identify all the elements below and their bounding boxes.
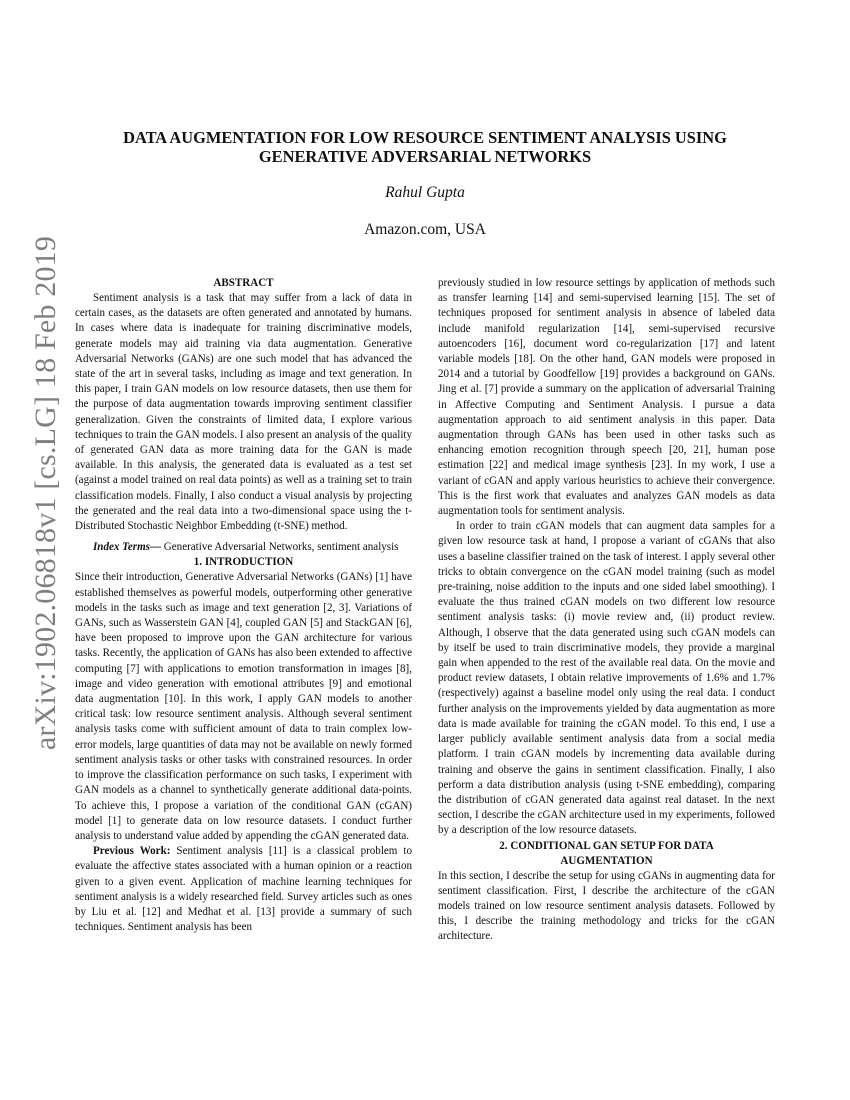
intro-paragraph-2: In order to train cGAN models that can augment data samples for a given low resource task at hand, I propose a variant of cGANs that also uses a baseline classifier trained on the task of interest. I apply several other tricks to obtain convergence on the cGAN model training (such as model pre-training, noise addition to the inputs and one sided label smoothing). I evaluate the thus trained cGAN models on two different low resource sentiment analysis tasks: (i) movie review and, (ii) product review. Although, I observe that the data generated using such cGAN models can by itself be used to train discriminative models, they provide a marginal gain when appended to the rest of the available real data. On the movie and product review datasets, I obtain relative improvements of 1.6% and 1.7% (respectively) against a baseline model only using the real data. I conduct further analysis on the improvements yielded by data augmentation as more data is made available for training the cGAN model. To this end, I use a larger publicly available sentiment analysis data from a social media platform. I train cGAN models by incrementing data available during training and observe the gains in sentiment classification. Finally, I also perform a data distribution analysis (using t-SNE embedding), comparing the distribution of cGAN generated data against real dataset. In the next section, I describe the cGAN architecture used in my experiments, followed by a description of the low resource datasets. (438, 520, 775, 837)
intro-heading: 1. INTRODUCTION (193, 556, 294, 569)
section-2-heading (438, 839, 775, 869)
previous-work-label: Previous Work: (93, 845, 171, 858)
abstract-heading: ABSTRACT (213, 277, 274, 289)
arxiv-stamp (20, 235, 72, 750)
right-column (438, 276, 775, 945)
section-2-paragraph: In this section, I describe the setup for using cGANs in augmenting data for sentiment classification. First, I describe the architecture of the cGAN models trained on low resource sentiment analysis datasets. Followed by this, I describe the training methodology and tricks for the cGAN architecture. (438, 869, 775, 943)
previous-work-text: Sentiment analysis [11] is a classical problem to evaluate the affective states associated with a human opinion or a reaction given to a given event. Application of machine learning techniques for sentiment analysis is a widely researched field. Survey articles such as ones by Liu et al. [12] and Medhat et al. [13] provide a summary of such techniques. Sentiment analysis has been (75, 845, 412, 934)
author-name: Rahul Gupta (385, 184, 465, 201)
intro-paragraph-continued: previously studied in low resource settings by application of methods such as transfer learning [14] and semi-supervised learning [15]. The set of techniques proposed for sentiment analysis in absence of labeled data include manifold regularization [14], semi-supervised recursive autoencoders [16], document word co-regularization [17] and latent variable models [18]. On the other hand, GAN models were proposed in 2014 and a tutorial by Goodfellow [19] provides a background on GANs. Jing et al. [7] provide a summary on the application of adversarial Training in Affective Computing and Sentiment Analysis. I pursue a data augmentation approach to aid sentiment analysis in this paper. Data augmentation through GANs has been used in other tasks such as enhancing emotion recognition through speech [20, 21], human pose estimation [22] and medical image synthesis [23]. In my work, I use a variant of cGAN and apply various heuristics to achieve their convergence. This is the first work that evaluates and analyzes GAN models as data augmentation tools for sentiment analysis. (438, 277, 775, 518)
paper-title: DATA AUGMENTATION FOR LOW RESOURCE SENTIMENT ANALYSIS USING GENERATIVE ADVERSARIAL NETWORKS (123, 128, 727, 166)
author-affiliation: Amazon.com, USA (364, 221, 486, 238)
intro-paragraph-1: Since their introduction, Generative Adversarial Networks (GANs) [1] have established themselves as powerful models, outperforming other generative models in the tasks such as image and text generation [2, 3]. Variations of GANs, such as Wasserstein GAN [4], coupled GAN [5] and StackGAN [6], have been proposed to improve upon the GAN architecture for various tasks. Recently, the application of GANs has also been extended to affective computing [7] with applications to emotion transformation in images [8], image and video generation with emotional attributes [9] and emotional data augmentation [10]. In this work, I apply GAN models to another critical task: low resource sentiment analysis. Although several sentiment analysis tasks come with sufficient amount of data to train complex low-error models, large quantities of data may not be available on newly formed sentiment analysis tasks or other tasks with constrained resources. In order to improve the classification performance on such tasks, I experiment with GAN models as a channel to synthetically generate additional data-points. To achieve this, I propose a variation of the conditional GAN (cGAN) model [1] to generate data on low resource datasets. I conduct further analysis to understand value added by appending the cGAN generated data. (75, 571, 412, 842)
left-column (75, 276, 412, 935)
section-2-heading-line2: AUGMENTATION (560, 854, 653, 867)
abstract-text: Sentiment analysis is a task that may suffer from a lack of data in certain cases, as the datasets are often generated and annotated by humans. In cases where data is inadequate for training discriminative models, generate models may aid training via data augmentation. Generative Adversarial Networks (GANs) are one such model that has advanced the state of the art in several tasks, including as image and text generation. In this paper, I train GAN models on low resource datasets, then use them for the purpose of data augmentation towards improving sentiment classifier generalization. Given the constraints of limited data, I explore various techniques to train the GAN models. I also present an analysis of the quality of generated GAN data as more training data for the GAN is made available. In this analysis, the generated data is evaluated as a test set (against a model trained on real data points) as well as a training set to train classification models. Finally, I also conduct a visual analysis by projecting the generated and the real data into a two-dimensional space using the t-Distributed Stochastic Neighbor Embedding (t-SNE) method. (75, 292, 412, 533)
index-terms (75, 540, 412, 555)
previous-work-paragraph (75, 844, 412, 935)
section-2-heading-line1: 2. CONDITIONAL GAN SETUP FOR DATA (499, 839, 714, 852)
index-terms-text: Generative Adversarial Networks, sentiment analysis (161, 541, 399, 554)
index-terms-label: Index Terms— (93, 541, 162, 554)
arxiv-identifier: arXiv:1902.06818v1 [cs.LG] 18 Feb 2019 (29, 235, 63, 750)
